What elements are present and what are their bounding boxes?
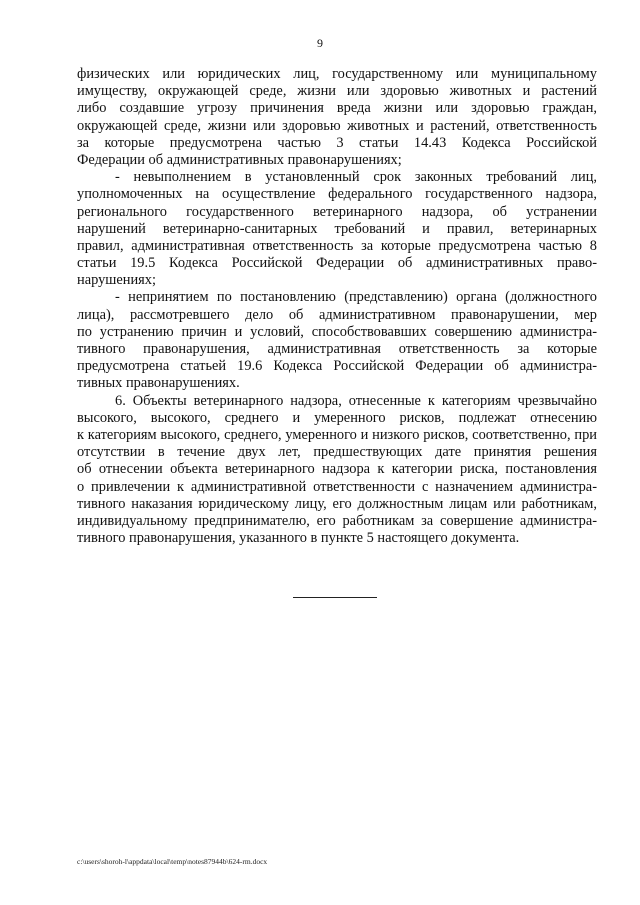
body-line: за которые предусмотрена частью 3 статьи 14.43 Кодекса Российской [77, 134, 597, 151]
body-line: о привлечении к административной ответственности с назначением администра- [77, 478, 597, 495]
body-line: статьи 19.5 Кодекса Российской Федерации об административных право- [77, 255, 597, 272]
body-line: окружающей среде, жизни или здоровью животных и растений, ответственность [77, 117, 597, 134]
body-line: отсутствии в течение двух лет, предшествующих дате принятия решения [77, 444, 597, 461]
body-line: к категориям высокого, среднего, умеренного и низкого рисков, соответственно, при [77, 426, 597, 443]
body-line: правил, административная ответственность за которые предусмотрена частью 8 [77, 237, 597, 254]
body-line: предусмотрена статьей 19.6 Кодекса Российской Федерации об администра- [77, 358, 597, 375]
body-line: либо создавшие угрозу причинения вреда жизни или здоровью граждан, [77, 100, 597, 117]
body-line: лица), рассмотревшего дело об административном правонарушении, мер [77, 306, 597, 323]
body-line: по устранению причин и условий, способствовавших совершению администра- [77, 323, 597, 340]
body-line: - невыполнением в установленный срок законных требований лиц, [115, 169, 597, 186]
body-line: тивного правонарушения, указанного в пункте 5 настоящего документа. [77, 530, 520, 547]
body-text [77, 66, 597, 547]
body-line: индивидуальному предпринимателю, его работникам за совершение администра- [77, 512, 597, 529]
body-line: регионального государственного ветеринарного надзора, об устранении [77, 203, 597, 220]
body-line: нарушений ветеринарно-санитарных требований и правил, ветеринарных [77, 220, 597, 237]
body-line: тивного правонарушения, административная ответственность за которые [77, 341, 597, 357]
body-line: нарушениях; [77, 272, 156, 289]
footer-file-path: c:\users\shoroh-l\appdata\local\temp\notes87944b\624-rm.docx [77, 857, 268, 866]
body-line: физических или юридических лиц, государственному или муниципальному [77, 66, 597, 82]
end-of-text-rule [293, 597, 377, 598]
body-line: тивного наказания юридическому лицу, его должностным лицам или работникам, [77, 495, 597, 512]
body-line: 6. Объекты ветеринарного надзора, отнесенные к категориям чрезвычайно [115, 392, 597, 409]
page-number: 9 [317, 36, 323, 50]
body-line: имуществу, окружающей среде, жизни или здоровью животных и растений [77, 83, 597, 100]
body-line: высокого, высокого, среднего и умеренного рисков, подлежат отнесению [77, 409, 597, 426]
body-line: уполномоченных на осуществление федерального государственного надзора, [77, 186, 597, 203]
body-line: об отнесении объекта ветеринарного надзора к категории риска, постановления [77, 461, 597, 478]
body-line: тивных правонарушениях. [77, 375, 240, 392]
body-line: Федерации об административных правонарушениях; [77, 151, 402, 168]
body-line: - непринятием по постановлению (представлению) органа (должностного [115, 289, 597, 306]
